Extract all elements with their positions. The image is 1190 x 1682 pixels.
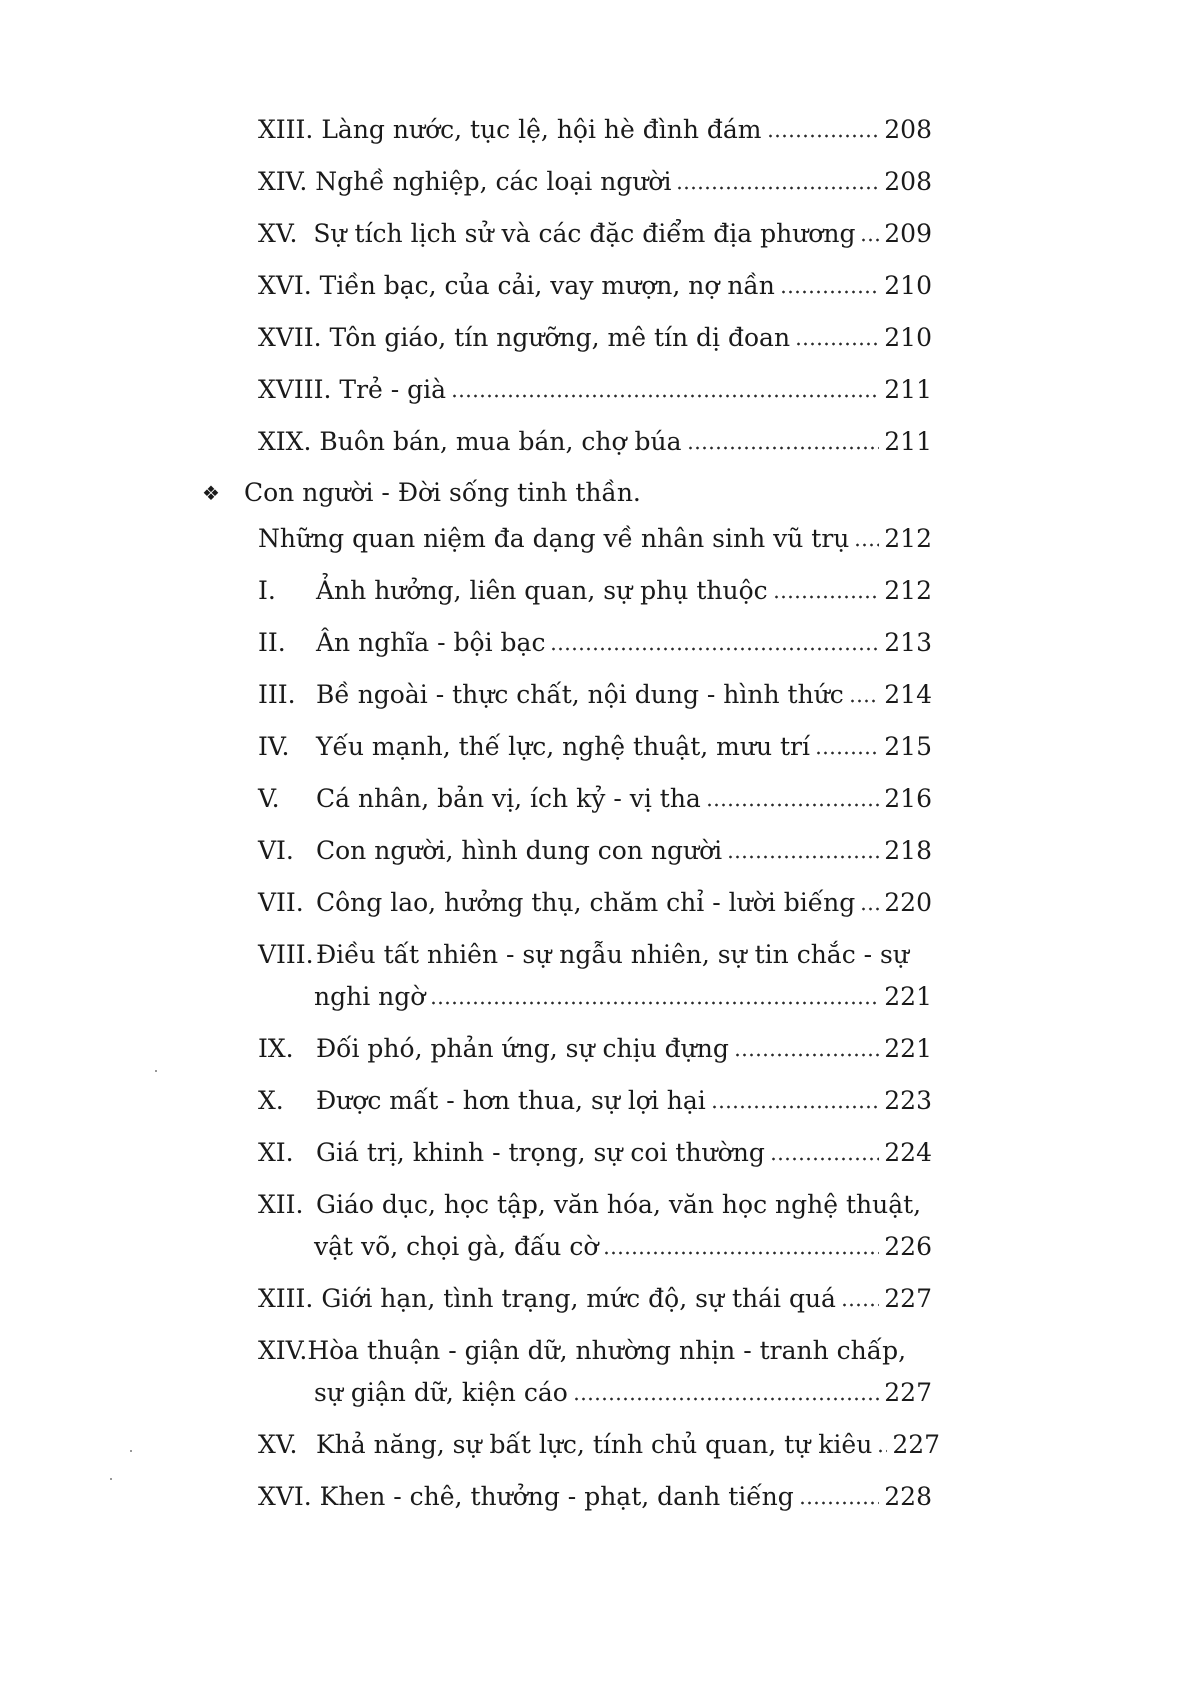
toc-entry <box>258 573 932 609</box>
toc-entry-title: Được mất - hơn thua, sự lợi hại <box>316 1086 706 1115</box>
toc-entry <box>258 1135 932 1171</box>
dot-leader <box>860 907 879 911</box>
toc-entry-title: Những quan niệm đa dạng về nhân sinh vũ trụ <box>258 524 850 553</box>
toc-entry <box>258 521 932 557</box>
toc-entry-page: 221 <box>884 982 932 1011</box>
dot-leader <box>799 1501 880 1505</box>
toc-entry <box>258 885 932 921</box>
toc-entry-title: Con người, hình dung con người <box>316 836 723 865</box>
toc-entry-page: 212 <box>884 576 932 605</box>
toc-entry-page: 210 <box>884 323 932 352</box>
toc-entry-page: 227 <box>884 1378 932 1407</box>
toc-entry-title: Khen - chê, thưởng - phạt, danh tiếng <box>319 1482 794 1511</box>
dot-leader <box>573 1397 880 1401</box>
toc-entry <box>258 216 932 252</box>
toc-entry <box>258 625 932 661</box>
toc-entry <box>258 781 932 817</box>
toc-entry-title: Cá nhân, bản vị, ích kỷ - vị tha <box>316 784 701 813</box>
toc-entry-title: Buôn bán, mua bán, chợ búa <box>319 427 682 456</box>
toc-entry-page: 208 <box>884 167 932 196</box>
dot-leader <box>795 342 879 346</box>
dot-leader <box>815 751 879 755</box>
toc-entry-number: IX. <box>258 1034 294 1063</box>
toc-entry-number: X. <box>258 1086 284 1115</box>
toc-entry-number: VIII. <box>258 940 314 969</box>
dot-leader <box>550 647 879 651</box>
toc-entry-title: Công lao, hưởng thụ, chăm chỉ - lười biếng <box>316 888 856 917</box>
toc-entry-title: Giá trị, khinh - trọng, sự coi thường <box>316 1138 765 1167</box>
toc-entry <box>258 320 932 356</box>
dot-leader <box>767 134 880 138</box>
toc-entry-page: 221 <box>884 1034 932 1063</box>
toc-entry-number: XIV. <box>258 167 308 196</box>
toc-entry-title-continued: nghi ngờ <box>314 982 426 1011</box>
toc-entry-page: 211 <box>884 375 932 404</box>
toc-entry-page: 227 <box>892 1430 941 1459</box>
toc-entry-title-continued: sự giận dữ, kiện cáo <box>314 1378 568 1407</box>
dot-leader <box>603 1251 879 1255</box>
toc-entry-number: XVI. <box>258 271 312 300</box>
dot-leader <box>676 186 879 190</box>
toc-entry-number: XIV. <box>258 1336 308 1365</box>
toc-entry-title: Giới hạn, tình trạng, mức độ, sự thái quá <box>321 1284 836 1313</box>
toc-entry-number: I. <box>258 576 276 605</box>
toc-entry-number: XIII. <box>258 1284 314 1313</box>
diamond-bullet-icon: ❖ <box>202 481 220 505</box>
toc-entry-number: XI. <box>258 1138 294 1167</box>
toc-entry-title: Trẻ - già <box>339 375 447 404</box>
toc-entry <box>258 1479 932 1515</box>
toc-entry-page: 208 <box>884 115 932 144</box>
toc-entry <box>258 677 932 713</box>
toc-entry <box>258 1427 941 1463</box>
toc-entry-title: Tôn giáo, tín ngưỡng, mê tín dị đoan <box>329 323 791 352</box>
toc-entry-number: XII. <box>258 1190 304 1219</box>
section-heading-text: Con người - Đời sống tinh thần. <box>244 478 641 507</box>
scan-speck <box>155 1070 157 1072</box>
toc-entry-number: VII. <box>258 888 304 917</box>
toc-entry <box>258 729 932 765</box>
toc-entry-title: Hòa thuận - giận dữ, nhường nhịn - tranh chấp, <box>307 1336 907 1365</box>
toc-entry-number: XVII. <box>258 323 322 352</box>
scan-speck <box>110 1478 112 1480</box>
dot-leader <box>770 1157 879 1161</box>
dot-leader <box>773 595 880 599</box>
toc-entry <box>258 268 932 304</box>
toc-entry <box>258 112 932 148</box>
toc-entry-title: Điều tất nhiên - sự ngẫu nhiên, sự tin chắc - sự <box>316 940 909 969</box>
toc-entry-title: Ân nghĩa - bội bạc <box>316 628 546 657</box>
toc-entry-page: 212 <box>884 524 932 553</box>
dot-leader <box>727 855 879 859</box>
toc-entry-title: Ảnh hưởng, liên quan, sự phụ thuộc <box>316 576 768 605</box>
toc-entry-page: 210 <box>884 271 932 300</box>
dot-leader <box>849 699 879 703</box>
toc-entry-page: 216 <box>884 784 932 813</box>
toc-entry-page: 228 <box>884 1482 932 1511</box>
toc-entry <box>258 424 932 460</box>
toc-entry-number: XVIII. <box>258 375 332 404</box>
toc-entry-page: 220 <box>884 888 932 917</box>
toc-entry-title: Nghề nghiệp, các loại người <box>315 167 672 196</box>
toc-entry-title: Bề ngoài - thực chất, nội dung - hình thức <box>316 680 844 709</box>
toc-entry-page: 227 <box>884 1284 932 1313</box>
toc-entry-page: 214 <box>884 680 932 709</box>
dot-leader <box>430 1001 879 1005</box>
dot-leader <box>780 290 879 294</box>
toc-entry-page: 223 <box>884 1086 932 1115</box>
toc-entry-continuation <box>258 979 932 1015</box>
toc-entry-number: V. <box>258 784 280 813</box>
toc-entry <box>258 1333 932 1369</box>
toc-entry-continuation <box>258 1375 932 1411</box>
toc-entry-continuation <box>258 1229 932 1265</box>
toc-entry-number: II. <box>258 628 286 657</box>
scan-speck <box>130 1450 132 1452</box>
toc-entry <box>258 833 932 869</box>
dot-leader <box>854 543 879 547</box>
toc-entry-page: 218 <box>884 836 932 865</box>
toc-entry-number: VI. <box>258 836 294 865</box>
toc-entry-title: Sự tích lịch sử và các đặc điểm địa phương <box>313 219 856 248</box>
toc-entry <box>258 1187 932 1223</box>
toc-entry <box>258 164 932 200</box>
dot-leader <box>706 803 879 807</box>
toc-entry-title: XIII. <box>258 115 314 144</box>
toc-entry <box>258 1083 932 1119</box>
toc-entry-title: Làng nước, tục lệ, hội hè đình đám <box>321 115 762 144</box>
section-heading <box>202 475 932 511</box>
toc-entry-page: 211 <box>884 427 932 456</box>
dot-leader <box>687 446 880 450</box>
dot-leader <box>711 1105 879 1109</box>
toc-entry-title: Đối phó, phản ứng, sự chịu đựng <box>316 1034 729 1063</box>
dot-leader <box>734 1053 879 1057</box>
toc-entry-number: XVI. <box>258 1482 312 1511</box>
dot-leader <box>877 1449 887 1453</box>
toc-entry-title: Khả năng, sự bất lực, tính chủ quan, tự kiêu <box>316 1430 873 1459</box>
dot-leader <box>841 1303 879 1307</box>
toc-entry-title: Giáo dục, học tập, văn hóa, văn học nghệ thuật, <box>316 1190 922 1219</box>
toc-entry-page: 224 <box>884 1138 932 1167</box>
toc-entry-page: 209 <box>884 219 932 248</box>
toc-entry-number: III. <box>258 680 296 709</box>
table-of-contents <box>202 112 941 1515</box>
toc-entry-number: XIX. <box>258 427 312 456</box>
toc-entry <box>258 1281 932 1317</box>
toc-entry <box>258 937 932 973</box>
dot-leader <box>860 238 879 242</box>
dot-leader <box>451 394 879 398</box>
toc-entry-page: 215 <box>884 732 932 761</box>
toc-entry-page: 213 <box>884 628 932 657</box>
toc-entry <box>258 1031 932 1067</box>
toc-entry-title: Tiền bạc, của cải, vay mượn, nợ nần <box>319 271 775 300</box>
toc-entry-number: XV. <box>258 219 298 248</box>
toc-entry <box>258 372 932 408</box>
toc-entry-title: Yếu mạnh, thế lực, nghệ thuật, mưu trí <box>316 732 810 761</box>
toc-entry-number: XV. <box>258 1430 298 1459</box>
toc-entry-number: IV. <box>258 732 290 761</box>
toc-entry-page: 226 <box>884 1232 932 1261</box>
toc-entry-title-continued: vật võ, chọi gà, đấu cờ <box>314 1232 599 1261</box>
